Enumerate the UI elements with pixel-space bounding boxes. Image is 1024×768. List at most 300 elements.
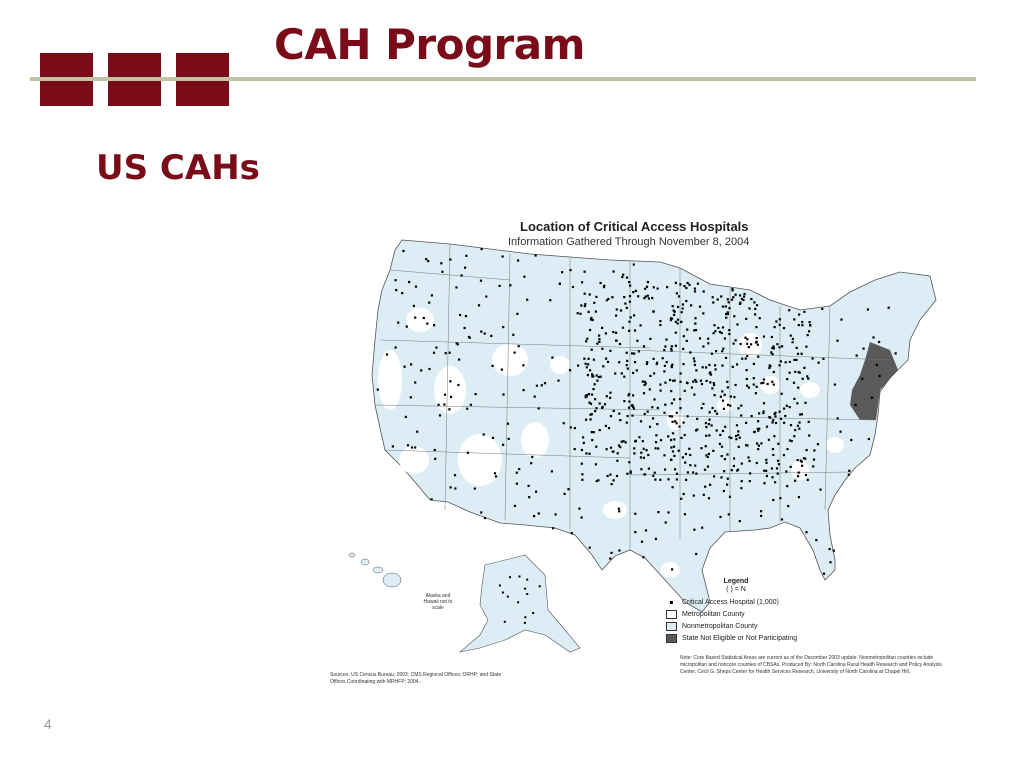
hospital-dot xyxy=(426,323,428,325)
hospital-dot xyxy=(646,286,648,288)
hospital-dot xyxy=(535,491,537,493)
hospital-dot xyxy=(694,364,696,366)
hospital-dot xyxy=(623,296,625,298)
hospital-dot xyxy=(448,408,450,410)
hospital-dot xyxy=(625,441,627,443)
hospital-dot xyxy=(766,426,768,428)
hospital-dot xyxy=(699,306,701,308)
hospital-dot xyxy=(834,384,836,386)
hospital-dot xyxy=(808,421,810,423)
hospital-dot xyxy=(682,456,684,458)
hospital-dot xyxy=(806,375,808,377)
hospital-dot xyxy=(680,321,682,323)
hospital-dot xyxy=(780,360,782,362)
hospital-dot xyxy=(420,369,422,371)
hospital-dot xyxy=(781,518,783,520)
hospital-dot xyxy=(627,368,629,370)
hospital-dot xyxy=(790,466,792,468)
hospital-dot xyxy=(681,311,683,313)
hospital-dot xyxy=(724,337,726,339)
hospital-dot xyxy=(517,601,519,603)
hospital-dot xyxy=(872,336,874,338)
hospital-dot xyxy=(652,311,654,313)
hospital-dot xyxy=(609,558,611,560)
hospital-dot xyxy=(878,341,880,343)
hospital-dot xyxy=(591,376,593,378)
hospital-dot xyxy=(642,381,644,383)
hospital-dot xyxy=(695,429,697,431)
hospital-dot xyxy=(655,434,657,436)
hospital-dot xyxy=(623,400,625,402)
hospital-dot xyxy=(606,448,608,450)
hospital-dot xyxy=(804,402,806,404)
hospital-dot xyxy=(848,474,850,476)
hospital-dot xyxy=(526,593,528,595)
hospital-dot xyxy=(793,359,795,361)
hospital-dot xyxy=(670,390,672,392)
hospital-dot xyxy=(756,462,758,464)
hospital-dot xyxy=(630,470,632,472)
hospital-dot xyxy=(801,353,803,355)
hospital-dot xyxy=(722,430,724,432)
hospital-dot xyxy=(725,317,727,319)
hospital-dot xyxy=(709,419,711,421)
hospital-dot xyxy=(694,290,696,292)
hospital-dot xyxy=(742,299,744,301)
legend-label: Critical Access Hospital (1,000) xyxy=(682,598,779,606)
hospital-dot xyxy=(725,357,727,359)
hospital-dot xyxy=(736,363,738,365)
hospital-dot xyxy=(724,458,726,460)
hospital-dot xyxy=(701,407,703,409)
hospital-dot xyxy=(406,326,408,328)
hospital-dot xyxy=(722,326,724,328)
hospital-dot xyxy=(631,352,633,354)
hospital-dot xyxy=(502,444,504,446)
hospital-dot xyxy=(579,313,581,315)
hospital-dot xyxy=(721,390,723,392)
hospital-dot xyxy=(413,305,415,307)
hospital-dot xyxy=(590,403,592,405)
hospital-dot xyxy=(634,361,636,363)
hospital-dot xyxy=(481,248,483,250)
hospital-dot xyxy=(591,439,593,441)
hospital-dot xyxy=(721,446,723,448)
hospital-dot xyxy=(569,269,571,271)
hospital-dot xyxy=(563,422,565,424)
hospital-dot xyxy=(671,415,673,417)
hospital-dot xyxy=(632,372,634,374)
hospital-dot xyxy=(672,486,674,488)
hospital-dot xyxy=(640,456,642,458)
hospital-dot xyxy=(644,384,646,386)
hospital-dot xyxy=(778,346,780,348)
hospital-dot xyxy=(571,532,573,534)
hospital-dot xyxy=(414,317,416,319)
hospital-dot xyxy=(720,396,722,398)
hospital-dot xyxy=(702,366,704,368)
hospital-dot xyxy=(641,541,643,543)
hospital-dot xyxy=(677,319,679,321)
hospital-dot xyxy=(590,318,592,320)
hospital-dot xyxy=(450,486,452,488)
hospital-dot xyxy=(774,413,776,415)
hospital-dot xyxy=(480,511,482,513)
hospital-dot xyxy=(485,296,487,298)
hospital-dot xyxy=(659,324,661,326)
hospital-dot xyxy=(612,451,614,453)
hospital-dot xyxy=(454,474,456,476)
hospital-dot xyxy=(656,363,658,365)
hospital-dot xyxy=(796,347,798,349)
hospital-dot xyxy=(760,510,762,512)
hawaii-islands xyxy=(349,553,401,587)
hospital-dot xyxy=(771,467,773,469)
hospital-dot xyxy=(578,508,580,510)
hospital-dot xyxy=(589,547,591,549)
hospital-dot xyxy=(627,415,629,417)
hospital-dot xyxy=(784,415,786,417)
hospital-dot xyxy=(735,339,737,341)
legend-item-not-participating xyxy=(666,632,866,644)
hospital-dot xyxy=(657,511,659,513)
hospital-dot xyxy=(728,307,730,309)
hospital-dot xyxy=(594,410,596,412)
hospital-dot xyxy=(478,304,480,306)
hospital-dot xyxy=(771,336,773,338)
hospital-dot xyxy=(628,401,630,403)
hospital-dot xyxy=(495,475,497,477)
hospital-dot xyxy=(484,517,486,519)
hospital-dot xyxy=(687,282,689,284)
hospital-dot xyxy=(657,447,659,449)
hospital-dot xyxy=(620,309,622,311)
hospital-dot xyxy=(739,294,741,296)
hospital-dot xyxy=(798,472,800,474)
hospital-dot xyxy=(738,446,740,448)
hospital-dot xyxy=(591,373,593,375)
hospital-dot xyxy=(807,479,809,481)
hospital-dot xyxy=(647,281,649,283)
hospital-dot xyxy=(596,374,598,376)
hospital-dot xyxy=(741,480,743,482)
hospital-dot xyxy=(645,449,647,451)
hospital-dot xyxy=(797,475,799,477)
hospital-dot xyxy=(803,367,805,369)
hospital-dot xyxy=(663,349,665,351)
hospital-dot xyxy=(753,363,755,365)
hospital-dot xyxy=(667,435,669,437)
hospital-dot xyxy=(763,470,765,472)
legend-label: Nonmetropolitan County xyxy=(682,622,758,630)
hospital-dot xyxy=(709,411,711,413)
hospital-dot xyxy=(727,298,729,300)
hospital-dot xyxy=(628,281,630,283)
hospital-dot xyxy=(748,307,750,309)
hospital-dot xyxy=(802,378,804,380)
hospital-dot xyxy=(502,393,504,395)
hospital-dot xyxy=(607,475,609,477)
hospital-dot xyxy=(733,315,735,317)
hospital-dot xyxy=(657,407,659,409)
hospital-dot xyxy=(600,282,602,284)
hospital-dot xyxy=(449,258,451,260)
hospital-dot xyxy=(653,398,655,400)
hospital-dot xyxy=(688,448,690,450)
hospital-dot xyxy=(756,386,758,388)
hospital-dot xyxy=(695,473,697,475)
us-mainland-shape xyxy=(372,240,936,612)
hospital-dot xyxy=(774,481,776,483)
hospital-dot xyxy=(659,320,661,322)
hospital-dot xyxy=(763,402,765,404)
hospital-dot xyxy=(683,422,685,424)
hospital-dot xyxy=(652,417,654,419)
hospital-dot xyxy=(508,438,510,440)
hospital-dot xyxy=(677,306,679,308)
hospital-dot xyxy=(626,307,628,309)
hospital-dot xyxy=(596,380,598,382)
hospital-dot xyxy=(643,345,645,347)
hospital-dot xyxy=(589,293,591,295)
hospital-dot xyxy=(663,412,665,414)
hospital-dot xyxy=(771,353,773,355)
hospital-dot xyxy=(817,443,819,445)
hospital-dot xyxy=(465,255,467,257)
hospital-dot xyxy=(683,335,685,337)
hospital-dot xyxy=(646,363,648,365)
hospital-dot xyxy=(739,302,741,304)
hospital-dot xyxy=(669,415,671,417)
hospital-dot xyxy=(619,446,621,448)
hospital-dot xyxy=(755,392,757,394)
hospital-dot xyxy=(676,422,678,424)
hospital-dot xyxy=(773,435,775,437)
map-title: Location of Critical Access Hospitals xyxy=(520,219,749,234)
hospital-dot xyxy=(801,413,803,415)
hospital-dot xyxy=(805,346,807,348)
hospital-dot xyxy=(683,493,685,495)
hospital-dot-icon xyxy=(670,601,673,604)
hospital-dot xyxy=(753,384,755,386)
hospital-dot xyxy=(757,344,759,346)
hospital-dot xyxy=(480,280,482,282)
hospital-dot xyxy=(670,317,672,319)
hospital-dot xyxy=(713,324,715,326)
hospital-dot xyxy=(601,327,603,329)
map-note: Note: Core Based Statistical Areas are current as of the December 2003 update. Nonmetropolitan counties include micropolitan and noncore counties of CBSAs. Produced By: North Carolina Rural Health Research and Policy Analysis Center, Cecil G. Sheps Center for Health Services Research, University of North Carolina at Chapel Hill. xyxy=(680,655,942,675)
hospital-dot xyxy=(415,286,417,288)
hospital-dot xyxy=(464,327,466,329)
hospital-dot xyxy=(822,358,824,360)
hospital-dot xyxy=(524,622,526,624)
hospital-dot xyxy=(801,465,803,467)
hospital-dot xyxy=(773,371,775,373)
hospital-dot xyxy=(737,430,739,432)
hospital-dot xyxy=(392,445,394,447)
hospital-dot xyxy=(703,494,705,496)
hospital-dot xyxy=(502,326,504,328)
hospital-dot xyxy=(501,369,503,371)
hospital-dot xyxy=(815,539,817,541)
hospital-dot xyxy=(670,439,672,441)
hospital-dot xyxy=(667,478,669,480)
hospital-dot xyxy=(536,385,538,387)
hospital-dot xyxy=(634,329,636,331)
hospital-dot xyxy=(765,470,767,472)
hospital-dot xyxy=(763,410,765,412)
hospital-dot xyxy=(705,422,707,424)
hospital-dot xyxy=(414,381,416,383)
hospital-dot xyxy=(735,294,737,296)
hospital-dot xyxy=(594,383,596,385)
hospital-dot xyxy=(812,357,814,359)
hospital-dot xyxy=(760,442,762,444)
hospital-dot xyxy=(769,417,771,419)
hospital-dot xyxy=(628,461,630,463)
hospital-dot xyxy=(781,393,783,395)
hospital-dot xyxy=(785,361,787,363)
hospital-dot xyxy=(664,365,666,367)
hospital-dot xyxy=(613,479,615,481)
hospital-dot xyxy=(629,295,631,297)
hospital-dot xyxy=(656,423,658,425)
hospital-dot xyxy=(779,364,781,366)
hospital-dot xyxy=(634,440,636,442)
hospital-dot xyxy=(751,415,753,417)
hospital-dot xyxy=(762,382,764,384)
hospital-dot xyxy=(604,403,606,405)
hospital-dot xyxy=(772,476,774,478)
hospital-dot xyxy=(606,299,608,301)
hospital-dot xyxy=(667,511,669,513)
hospital-dot xyxy=(586,394,588,396)
hospital-dot xyxy=(703,290,705,292)
hospital-dot xyxy=(676,473,678,475)
hospital-dot xyxy=(450,396,452,398)
hospital-dot xyxy=(605,358,607,360)
hospital-dot xyxy=(818,362,820,364)
hospital-dot xyxy=(685,479,687,481)
hospital-dot xyxy=(819,489,821,491)
hospital-dot xyxy=(514,505,516,507)
hospital-dot xyxy=(705,445,707,447)
hospital-dot xyxy=(744,337,746,339)
hospital-dot xyxy=(708,453,710,455)
hospital-dot xyxy=(595,446,597,448)
hospital-dot xyxy=(765,459,767,461)
hospital-dot xyxy=(717,327,719,329)
hospital-dot xyxy=(723,408,725,410)
hospital-dot xyxy=(707,466,709,468)
hospital-dot xyxy=(702,403,704,405)
hospital-dot xyxy=(618,361,620,363)
hospital-dot xyxy=(717,298,719,300)
hospital-dot xyxy=(694,379,696,381)
hospital-dot xyxy=(567,488,569,490)
hospital-dot xyxy=(685,300,687,302)
hospital-dot xyxy=(609,392,611,394)
hospital-dot xyxy=(480,331,482,333)
hospital-dot xyxy=(425,258,427,260)
hospital-dot xyxy=(758,445,760,447)
hospital-dot xyxy=(767,383,769,385)
hospital-dot xyxy=(676,292,678,294)
hospital-dot xyxy=(685,287,687,289)
hospital-dot xyxy=(595,296,597,298)
hospital-dot xyxy=(674,420,676,422)
hospital-dot xyxy=(753,301,755,303)
hospital-dot xyxy=(509,284,511,286)
hospital-dot xyxy=(438,404,440,406)
hospital-dot xyxy=(792,341,794,343)
hospital-dot xyxy=(439,414,441,416)
hospital-dot xyxy=(454,487,456,489)
hospital-dot xyxy=(779,497,781,499)
hospital-dot xyxy=(499,285,501,287)
hospital-dot xyxy=(587,374,589,376)
hospital-dot xyxy=(871,397,873,399)
hospital-dot xyxy=(675,332,677,334)
hospital-dot xyxy=(647,454,649,456)
hospital-dot xyxy=(644,473,646,475)
hospital-dot xyxy=(615,315,617,317)
hospital-dot xyxy=(470,404,472,406)
hospital-dot xyxy=(673,455,675,457)
hospital-dot xyxy=(671,402,673,404)
hospital-dot xyxy=(707,342,709,344)
hospital-dot xyxy=(586,366,588,368)
hospital-dot xyxy=(603,286,605,288)
hospital-dot xyxy=(557,380,559,382)
hospital-dot xyxy=(582,436,584,438)
hospital-dot xyxy=(616,308,618,310)
hospital-dot xyxy=(735,438,737,440)
hospital-dot xyxy=(628,321,630,323)
hospital-dot xyxy=(524,616,526,618)
hospital-dot xyxy=(649,388,651,390)
hospital-dot xyxy=(612,331,614,333)
hospital-dot xyxy=(771,381,773,383)
hospital-dot xyxy=(494,472,496,474)
hospital-dot xyxy=(634,531,636,533)
hospital-dot xyxy=(729,405,731,407)
hospital-dot xyxy=(665,339,667,341)
hospital-dot xyxy=(732,366,734,368)
hospital-dot xyxy=(449,380,451,382)
hospital-dot xyxy=(644,288,646,290)
hospital-dot xyxy=(731,469,733,471)
hospital-dot xyxy=(723,470,725,472)
hospital-dot xyxy=(709,372,711,374)
hospital-dot xyxy=(731,288,733,290)
hospital-dot xyxy=(812,465,814,467)
hospital-dot xyxy=(757,356,759,358)
hospital-dot xyxy=(672,432,674,434)
hospital-dot xyxy=(888,307,890,309)
hospital-dot xyxy=(701,383,703,385)
hospital-dot xyxy=(526,299,528,301)
hospital-dot xyxy=(705,426,707,428)
hospital-dot xyxy=(623,376,625,378)
hospital-dot xyxy=(664,382,666,384)
hospital-dot xyxy=(779,318,781,320)
hospital-dot xyxy=(731,299,733,301)
hospital-dot xyxy=(706,380,708,382)
hospital-dot xyxy=(756,304,758,306)
hospital-dot xyxy=(693,394,695,396)
hospital-dot xyxy=(654,472,656,474)
